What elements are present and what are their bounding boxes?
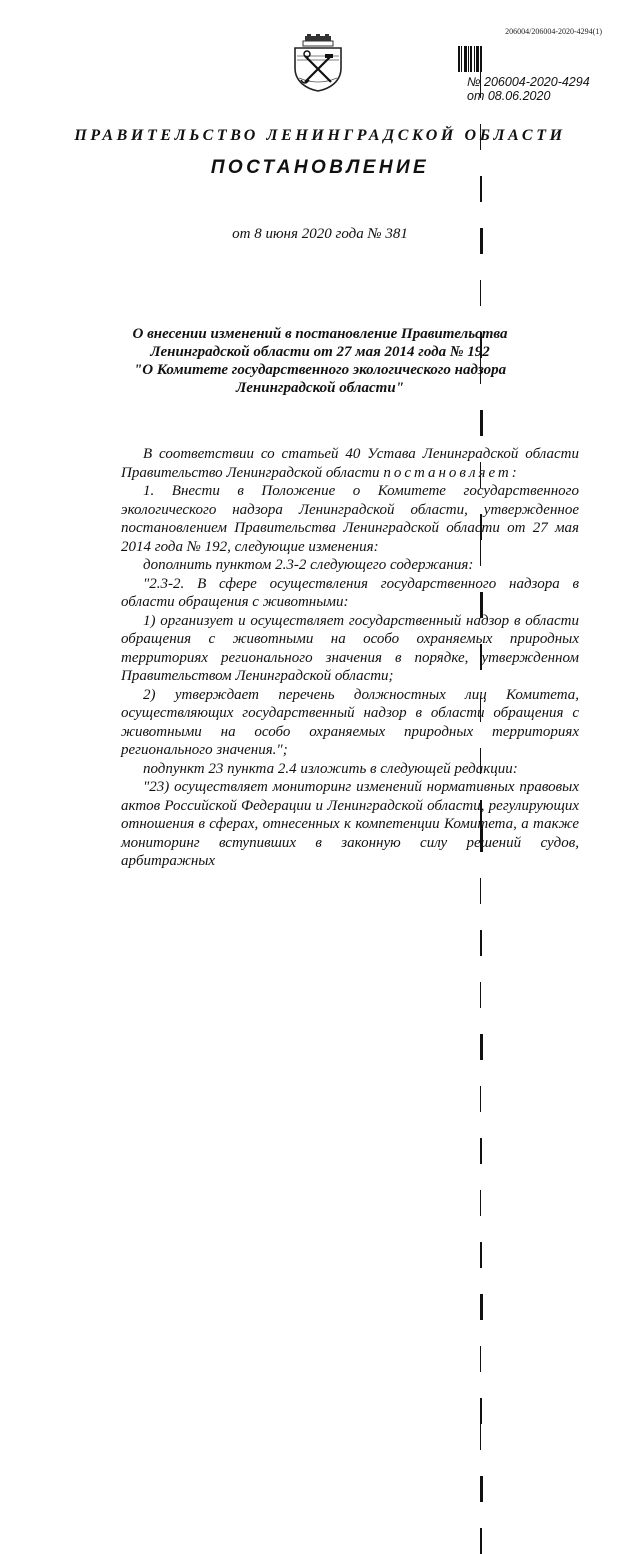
paragraph-subitem-23: "23) осуществляет мониторинг изменений нормативных правовых актов Российской Федерации и Ленинградской области, регулирующих отношения в сферах, отнесенных к компетенции Комитета, а также мониторинг вступивших в законную силу решений судов, арбитражных	[121, 779, 579, 869]
paragraph-item-1: 1. Внести в Положение о Комитете государственного экологического надзора Ленинградской области, утвержденное постановлением Правительства Ленинградской области от 27 мая 2014 года № 192, следующие изменения:	[121, 483, 579, 555]
subject-line: Ленинградской области от 27 мая 2014 года № 192	[150, 344, 490, 360]
registration-number: № 206004-2020-4294	[467, 75, 590, 89]
subject-line: Ленинградской области"	[235, 380, 404, 396]
document-code: 206004/206004-2020-4294(1)	[505, 27, 602, 36]
subject-line: О внесении изменений в постановление Правительства	[132, 326, 508, 342]
barcode-icon	[458, 46, 610, 72]
resolves-word: постановляет:	[383, 464, 520, 481]
paragraph-subitem-1: 1) организует и осуществляет государственный надзор в области обращения с животными на особо охраняемых природных территориях регионального значения в порядке, утвержденном Правительством Ленинградской области;	[121, 612, 579, 684]
registration-block	[467, 75, 590, 103]
document-subject	[0, 325, 640, 397]
coat-of-arms-icon	[291, 34, 345, 92]
document-body	[121, 445, 579, 871]
document-date-line: от 8 июня 2020 года № 381	[232, 226, 408, 242]
paragraph-2-3-2: "2.3-2. В сфере осуществления государственного надзора в области обращения с животными:	[121, 575, 579, 610]
paragraph-subitem-2: 2) утверждает перечень должностных лиц Комитета, осуществляющих государственный надзор в области обращения с животными на особо охраняемых природных территориях регионального значения.";	[121, 686, 579, 758]
paragraph-subitem-23-intro: подпункт 23 пункта 2.4 изложить в следующей редакции:	[143, 760, 518, 777]
subject-line: "О Комитете государственного экологического надзора	[133, 362, 507, 378]
paragraph-preamble	[121, 445, 579, 482]
document-type-heading: ПОСТАНОВЛЕНИЕ	[210, 157, 430, 178]
government-heading: ПРАВИТЕЛЬСТВО ЛЕНИНГРАДСКОЙ ОБЛАСТИ	[74, 127, 566, 144]
preamble-text: В соответствии со статьей 40 Устава Ленинградской области Правительство Ленинградской области	[121, 446, 579, 481]
registration-date: от 08.06.2020	[467, 89, 551, 103]
paragraph-amendment-intro: дополнить пунктом 2.3-2 следующего содержания:	[143, 557, 474, 573]
